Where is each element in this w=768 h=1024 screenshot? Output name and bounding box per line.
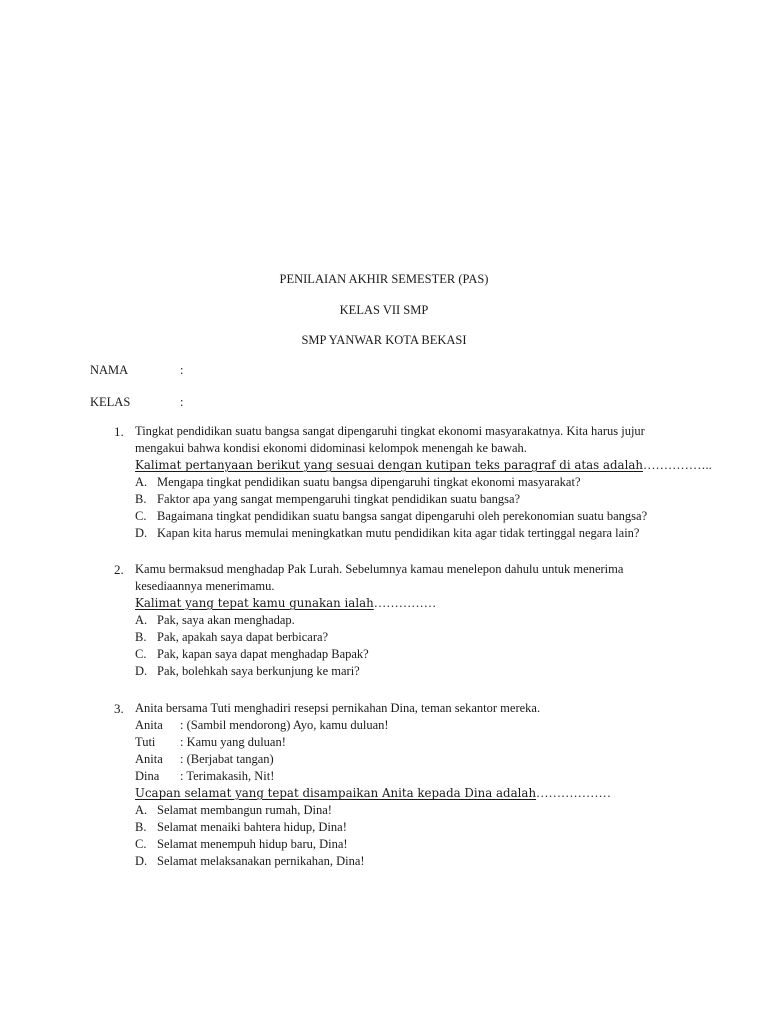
dialogue-text: : (Sambil mendorong) Ayo, kamu duluan! xyxy=(180,718,389,732)
option-letter: A. xyxy=(135,475,148,489)
question-prompt-row xyxy=(135,457,712,474)
option-letter: A. xyxy=(135,803,148,817)
option-text: Selamat menempuh hidup baru, Dina! xyxy=(157,837,348,851)
question-2 xyxy=(114,561,674,680)
question-prompt-row xyxy=(135,595,674,612)
class-title: KELAS VII SMP xyxy=(339,303,429,317)
option-letter: D. xyxy=(135,664,148,678)
option-text: Pak, bolehkah saya berkunjung ke mari? xyxy=(157,664,360,678)
option-a xyxy=(135,474,674,491)
option-text: Selamat melaksanakan pernikahan, Dina! xyxy=(157,854,365,868)
option-letter: B. xyxy=(135,630,147,644)
option-b xyxy=(135,491,674,508)
school-title: SMP YANWAR KOTA BEKASI xyxy=(301,333,467,347)
option-letter: B. xyxy=(135,492,147,506)
option-text: Faktor apa yang sangat mempengaruhi tingkat pendidikan suatu bangsa? xyxy=(157,492,521,506)
option-letter: B. xyxy=(135,820,147,834)
dialogue-speaker: Anita xyxy=(135,718,163,732)
question-prompt: Ucapan selamat yang tepat disampaikan Anita kepada Dina adalah xyxy=(135,786,537,800)
question-number: 1. xyxy=(114,424,124,439)
question-number: 2. xyxy=(114,562,124,577)
option-d xyxy=(135,853,674,870)
dialogue-line xyxy=(135,734,674,751)
question-number: 3. xyxy=(114,701,124,716)
name-label: NAMA xyxy=(90,363,129,377)
option-a xyxy=(135,802,674,819)
question-prompt-row xyxy=(135,785,674,802)
option-b xyxy=(135,819,674,836)
option-text: Bagaimana tingkat pendidikan suatu bangsa sangat dipengaruhi oleh perekonomian suatu bangsa? xyxy=(157,509,648,523)
question-prompt: Kalimat yang tepat kamu gunakan ialah xyxy=(135,596,374,610)
option-letter: A. xyxy=(135,613,148,627)
option-b xyxy=(135,629,674,646)
option-text: Pak, apakah saya dapat berbicara? xyxy=(157,630,329,644)
answer-blank: …………… xyxy=(373,596,437,610)
option-d xyxy=(135,525,674,542)
option-d xyxy=(135,663,674,680)
dialogue-speaker: Anita xyxy=(135,752,163,766)
class-separator: : xyxy=(180,395,184,409)
class-field xyxy=(90,395,183,410)
name-field xyxy=(90,363,183,378)
dialogue-line xyxy=(135,717,674,734)
option-text: Pak, kapan saya dapat menghadap Bapak? xyxy=(157,647,369,661)
question-text-line: Anita bersama Tuti menghadiri resepsi pernikahan Dina, teman sekantor mereka. xyxy=(135,701,541,715)
option-letter: C. xyxy=(135,509,147,523)
name-separator: : xyxy=(180,363,184,377)
question-text-line: mengakui bahwa kondisi ekonomi didominasi kelompok menengah ke bawah. xyxy=(135,441,527,455)
option-c xyxy=(135,836,674,853)
option-text: Selamat menaiki bahtera hidup, Dina! xyxy=(157,820,347,834)
option-letter: C. xyxy=(135,837,147,851)
option-c xyxy=(135,646,674,663)
question-text-line: Kamu bermaksud menghadap Pak Lurah. Sebelumnya kamau menelepon dahulu untuk menerima xyxy=(135,562,624,576)
option-text: Kapan kita harus memulai meningkatkan mutu pendidikan kita agar tidak tertinggal negara lain? xyxy=(157,526,640,540)
dialogue-line xyxy=(135,751,674,768)
option-letter: C. xyxy=(135,647,147,661)
option-text: Selamat membangun rumah, Dina! xyxy=(157,803,332,817)
answer-blank: …………….. xyxy=(642,458,712,472)
dialogue-text: : Terimakasih, Nit! xyxy=(180,769,275,783)
dialogue-speaker: Dina xyxy=(135,769,160,783)
question-text-line: kesediaannya menerimamu. xyxy=(135,579,275,593)
class-label: KELAS xyxy=(90,395,131,409)
dialogue-text: : Kamu yang duluan! xyxy=(180,735,286,749)
question-1 xyxy=(114,423,712,542)
question-prompt: Kalimat pertanyaan berikut yang sesuai dengan kutipan teks paragraf di atas adalah xyxy=(135,458,643,472)
option-c xyxy=(135,508,674,525)
exam-title: PENILAIAN AKHIR SEMESTER (PAS) xyxy=(279,272,489,286)
dialogue-text: : (Berjabat tangan) xyxy=(180,752,274,766)
option-letter: D. xyxy=(135,526,148,540)
dialogue-line xyxy=(135,768,674,785)
option-text: Mengapa tingkat pendidikan suatu bangsa dipengaruhi tingkat ekonomi masyarakat? xyxy=(157,475,581,489)
option-a xyxy=(135,612,674,629)
answer-blank: ……………… xyxy=(536,786,612,800)
option-text: Pak, saya akan menghadap. xyxy=(157,613,295,627)
question-text-line: Tingkat pendidikan suatu bangsa sangat dipengaruhi tingkat ekonomi masyarakatnya. Kita harus jujur xyxy=(135,424,645,438)
dialogue-speaker: Tuti xyxy=(135,735,156,749)
option-letter: D. xyxy=(135,854,148,868)
question-3 xyxy=(114,700,674,870)
